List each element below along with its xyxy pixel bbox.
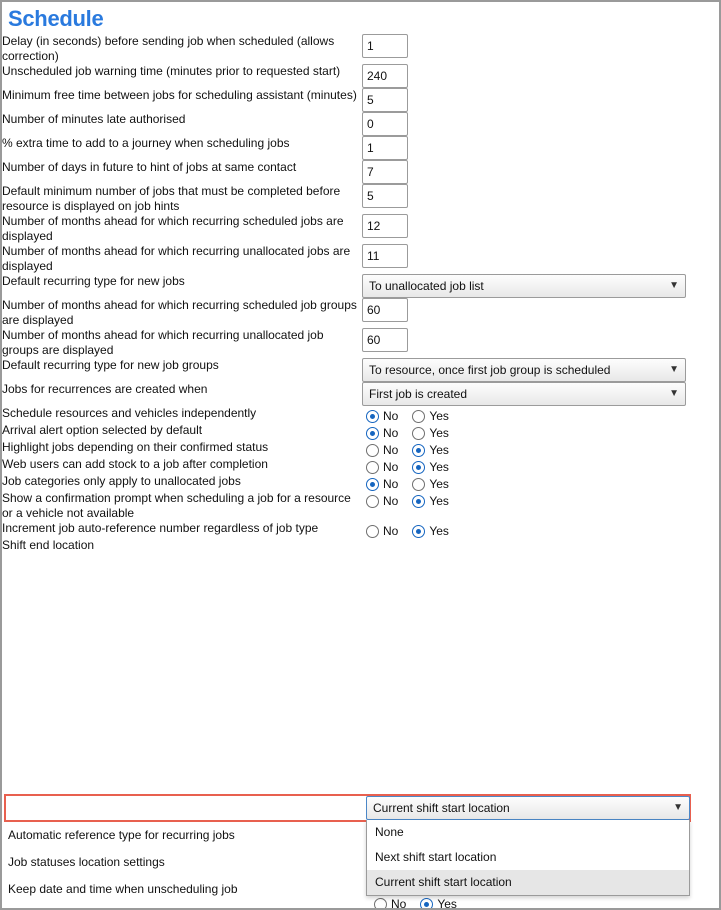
radio-label: Yes [429,477,449,491]
row-label: Default recurring type for new jobs [2,274,185,288]
radio-label: No [383,494,399,508]
radio-label: Yes [437,897,457,910]
radio-button[interactable] [412,427,425,440]
row-label: % extra time to add to a journey when scheduling jobs [2,136,290,150]
table-row [2,382,719,406]
select-value: Current shift start location [373,801,510,815]
minutes-late-authorised-input[interactable] [362,112,408,136]
row-control [362,214,719,244]
row-label: Highlight jobs depending on their confirmed status [2,440,269,454]
radio-label: No [383,460,399,474]
row-control [362,474,719,491]
select-value: To resource, once first job group is scheduled [369,363,611,377]
jobs-for-recurrences-created-select[interactable] [362,382,686,406]
table-row [2,64,719,88]
row-control [362,328,719,358]
dropdown-option-next-shift-start-location[interactable]: Next shift start location [375,850,497,864]
table-row [2,491,719,521]
row-control [362,491,719,521]
schedule-independently-radio-group [362,406,719,423]
table-row [2,244,719,274]
extra-journey-time-input[interactable] [362,136,408,160]
row-label: Unscheduled job warning time (minutes prior to requested start) [2,64,341,78]
days-future-hint-input[interactable] [362,160,408,184]
radio-label: Yes [429,409,449,423]
row-label: Number of months ahead for which recurring scheduled jobs are displayed [2,214,344,243]
row-label: Delay (in seconds) before sending job when scheduled (allows correction) [2,34,335,63]
row-label: Arrival alert option selected by default [2,423,203,437]
radio-label: No [383,443,399,457]
recurring-scheduled-jobs-months-input[interactable] [362,214,408,238]
radio-label: Yes [429,426,449,440]
radio-label: Yes [429,524,449,538]
row-control [362,457,719,474]
radio-label: No [383,524,399,538]
recurring-scheduled-groups-months-input[interactable] [362,298,408,322]
dropdown-option-current-shift-start-location[interactable]: Current shift start location [367,870,689,895]
row-control [362,34,719,64]
settings-table-body [2,34,719,553]
radio-button[interactable] [412,444,425,457]
shift-end-location-dropdown[interactable] [366,820,690,896]
radio-label: Yes [429,443,449,457]
radio-button[interactable] [366,461,379,474]
row-control [362,160,719,184]
keep-date-time-label: Keep date and time when unscheduling job [8,882,238,896]
radio-button[interactable] [366,525,379,538]
radio-button[interactable] [412,461,425,474]
page-title: Schedule [8,6,104,31]
radio-option-no[interactable] [366,524,398,538]
shift-end-location-select[interactable] [366,796,690,820]
unscheduled-job-warning-time-input[interactable] [362,64,408,88]
table-row [2,112,719,136]
dropdown-option-none[interactable]: None [375,825,404,839]
radio-button[interactable] [366,478,379,491]
radio-button[interactable] [366,410,379,423]
default-recurring-type-jobs-select[interactable] [362,274,686,298]
radio-option-no[interactable] [366,477,398,491]
select-value: First job is created [369,387,468,401]
radio-label: No [383,426,399,440]
default-recurring-type-groups-select[interactable] [362,358,686,382]
recurring-unallocated-groups-months-input[interactable] [362,328,408,352]
table-row [2,136,719,160]
radio-label: No [391,897,407,910]
radio-option-no[interactable] [366,460,398,474]
bottom-label-list [2,822,362,903]
row-label: Minimum free time between jobs for scheduling assistant (minutes) [2,88,357,102]
radio-label: Yes [429,494,449,508]
radio-option-yes[interactable] [412,524,449,538]
radio-option-no[interactable] [366,443,398,457]
row-label: Number of months ahead for which recurring unallocated jobs are displayed [2,244,351,273]
delay-before-sending-input[interactable] [362,34,408,58]
row-control [362,538,719,553]
row-control [362,298,719,328]
row-label: Number of months ahead for which recurring scheduled job groups are displayed [2,298,357,327]
radio-button[interactable] [412,478,425,491]
job-categories-unallocated-radio-group [362,474,719,491]
row-label: Default minimum number of jobs that must be completed before resource is displayed on job hints [2,184,341,213]
increment-auto-reference-radio-group [362,521,719,538]
recurring-unallocated-jobs-months-input[interactable] [362,244,408,268]
row-label: Jobs for recurrences are created when [2,382,208,396]
radio-button[interactable] [374,898,387,910]
automatic-reference-type-label: Automatic reference type for recurring jobs [8,828,235,842]
radio-option-no[interactable] [374,897,406,910]
table-row [2,474,719,491]
row-control [362,521,719,538]
radio-button[interactable] [412,410,425,423]
row-label: Number of days in future to hint of jobs at same contact [2,160,297,174]
chevron-down-icon: ▼ [673,802,683,813]
row-control [362,274,719,298]
job-statuses-location-label: Job statuses location settings [8,855,165,869]
table-row [2,34,719,64]
table-row [2,457,719,474]
table-row [2,423,719,440]
row-control [362,423,719,440]
radio-option-yes[interactable] [412,460,449,474]
chevron-down-icon: ▼ [669,364,679,375]
row-control [362,136,719,160]
row-label: Show a confirmation prompt when scheduling a job for a resource or a vehicle not available [2,491,351,520]
row-label: Number of minutes late authorised [2,112,186,126]
radio-button[interactable] [366,427,379,440]
shift-end-location-label: Shift end location [2,538,362,553]
row-control [362,244,719,274]
settings-table [2,34,719,553]
radio-option-yes[interactable] [412,443,449,457]
chevron-down-icon: ▼ [669,388,679,399]
radio-button[interactable] [412,525,425,538]
chevron-down-icon: ▼ [669,280,679,291]
radio-option-no[interactable] [366,494,398,508]
radio-button[interactable] [366,444,379,457]
highlight-confirmed-status-radio-group [362,440,719,457]
row-control [362,184,719,214]
radio-option-yes[interactable] [412,477,449,491]
radio-label: No [383,409,399,423]
minimum-free-time-input[interactable] [362,88,408,112]
table-row [2,298,719,328]
radio-label: No [383,477,399,491]
radio-option-yes[interactable] [412,409,449,423]
table-row [2,328,719,358]
table-row [2,274,719,298]
row-control [362,440,719,457]
keep-date-time-radio-group [370,894,465,910]
arrival-alert-default-radio-group [362,423,719,440]
radio-option-no[interactable] [366,409,398,423]
row-label: Schedule resources and vehicles independently [2,406,257,420]
web-users-add-stock-radio-group [362,457,719,474]
row-control [362,382,719,406]
row-control [362,64,719,88]
row-label: Default recurring type for new job groups [2,358,219,372]
radio-option-yes[interactable] [420,897,457,910]
minimum-completed-jobs-input[interactable] [362,184,408,208]
table-row [2,521,719,538]
radio-button[interactable] [366,495,379,508]
row-control [362,112,719,136]
radio-button[interactable] [420,898,433,910]
radio-label: Yes [429,460,449,474]
table-row-shift-end-location [2,538,719,553]
row-label: Increment job auto-reference number regardless of job type [2,521,319,535]
confirmation-prompt-radio-group [362,491,719,508]
row-control [362,88,719,112]
select-value: To unallocated job list [369,279,484,293]
radio-option-yes[interactable] [412,426,449,440]
row-label: Web users can add stock to a job after completion [2,457,268,471]
row-control [362,358,719,382]
table-row [2,358,719,382]
table-row [2,406,719,423]
table-row [2,88,719,112]
radio-option-no[interactable] [366,426,398,440]
radio-option-yes[interactable] [412,494,449,508]
row-control [362,406,719,423]
table-row [2,160,719,184]
radio-button[interactable] [412,495,425,508]
row-label: Job categories only apply to unallocated jobs [2,474,241,488]
table-row [2,184,719,214]
table-row [2,214,719,244]
row-label: Number of months ahead for which recurring unallocated job groups are displayed [2,328,324,357]
table-row [2,440,719,457]
